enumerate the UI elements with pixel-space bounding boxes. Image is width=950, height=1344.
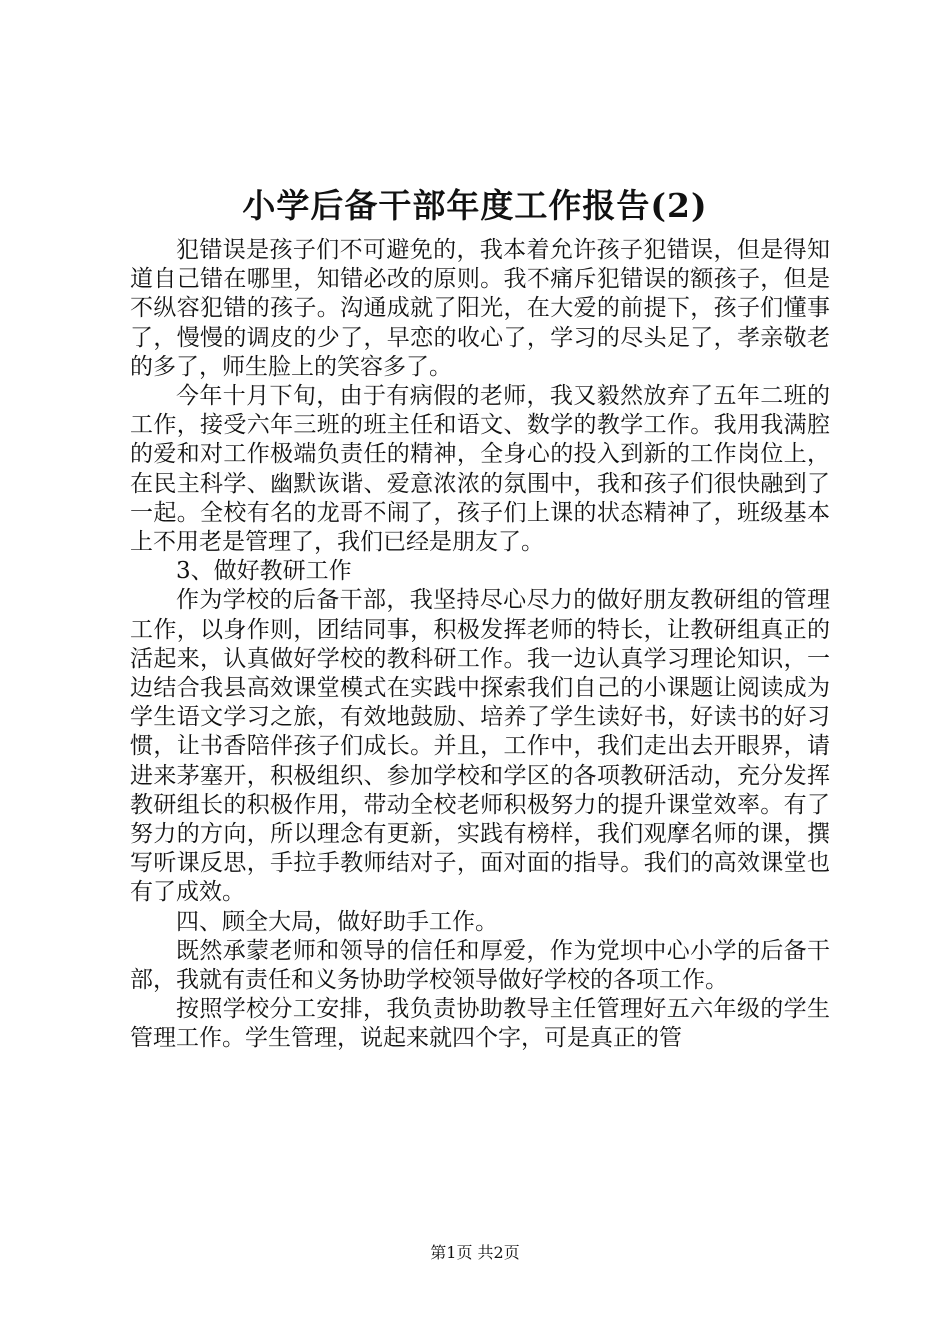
page-number-footer: 第1页 共2页 bbox=[430, 1243, 520, 1262]
section-heading: 3、做好教研工作 bbox=[176, 558, 352, 585]
paragraph: 今年十月下旬，由于有病假的老师，我又毅然放弃了五年二班的工作，接受六年三班的班主任和语文、数学的教学工作。我用我满腔的爱和对工作极端负责任的精神，全身心的投入到新的工作岗位上，在民主科学、幽默诙谐、爱意浓浓的氛围中，我和孩子们很快融到了一起。全校有名的龙哥不闹了，孩子们上课的状态精神了，班级基本上不用老是管理了，我们已经是朋友了。 bbox=[130, 383, 830, 556]
document-body bbox=[130, 236, 830, 1054]
paragraph: 作为学校的后备干部，我坚持尽心尽力的做好朋友教研组的管理工作，以身作则，团结同事，积极发挥老师的特长，让教研组真正的活起来，认真做好学校的教科研工作。我一边认真学习理论知识，一边结合我县高效课堂模式在实践中探索我们自己的小课题让阅读成为学生语文学习之旅，有效地鼓励、培养了学生读好书，好读书的好习惯，让书香陪伴孩子们成长。并且，工作中，我们走出去开眼界，请进来茅塞开，积极组织、参加学校和学区的各项教研活动，充分发挥教研组长的积极作用，带动全校老师积极努力的提升课堂效率。有了努力的方向，所以理念有更新，实践有榜样，我们观摩名师的课，撰写听课反思，手拉手教师结对子，面对面的指导。我们的高效课堂也有了成效。 bbox=[130, 587, 830, 906]
paragraph: 既然承蒙老师和领导的信任和厚爱，作为党坝中心小学的后备干部，我就有责任和义务协助学校领导做好学校的各项工作。 bbox=[130, 937, 830, 994]
section-heading: 四、顾全大局，做好助手工作。 bbox=[176, 908, 498, 935]
paragraph: 按照学校分工安排，我负责协助教导主任管理好五六年级的学生管理工作。学生管理，说起来就四个字，可是真正的管 bbox=[130, 996, 830, 1052]
paragraph: 犯错误是孩子们不可避免的，我本着允许孩子犯错误，但是得知道自己错在哪里，知错必改的原则。我不痛斥犯错误的额孩子，但是不纵容犯错的孩子。沟通成就了阳光，在大爱的前提下，孩子们懂事了，慢慢的调皮的少了，早恋的收心了，学习的尽头足了，孝亲敬老的多了，师生脸上的笑容多了。 bbox=[130, 237, 830, 380]
document-title: 小学后备干部年度工作报告(2) bbox=[242, 186, 708, 225]
